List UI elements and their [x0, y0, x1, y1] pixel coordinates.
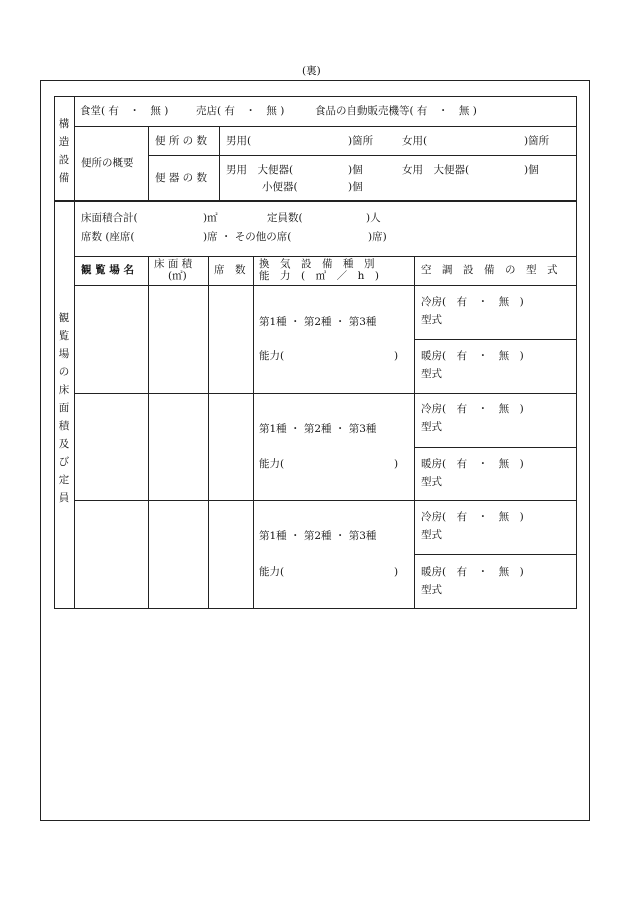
page-side-label: (裏): [302, 65, 321, 77]
col-name: 観 覧 場 名: [81, 264, 134, 276]
vent-capacity: 能力(: [259, 458, 285, 470]
fixture-female-unit: )個: [524, 164, 539, 176]
cooling-field[interactable]: 冷房( 有 ・ 無 ): [421, 511, 524, 523]
heating-field[interactable]: 暖房( 有 ・ 無 ): [421, 350, 524, 362]
vent-capacity: 能力(: [259, 350, 285, 362]
vent-capacity-end: ): [394, 458, 399, 470]
fixture-male-unit: )個: [348, 164, 363, 176]
seats-unit: )席 ・ その他の席(: [203, 231, 292, 243]
col-vent-bottom: 能 力 ( ㎥ ／ h ): [259, 270, 379, 282]
seats-end: )席): [368, 231, 387, 243]
toilet-count-male-unit: )箇所: [348, 135, 374, 147]
capacity-unit: )人: [366, 212, 381, 224]
toilet-count-female-unit: )箇所: [524, 135, 550, 147]
cooling-field[interactable]: 冷房( 有 ・ 無 ): [421, 403, 524, 415]
vent-types[interactable]: 第1種 ・ 第2種 ・ 第3種: [259, 423, 377, 435]
cooling-model: 型式: [421, 421, 442, 433]
capacity-label: 定員数(: [267, 212, 303, 224]
heating-field[interactable]: 暖房( 有 ・ 無 ): [421, 458, 524, 470]
cooling-field[interactable]: 冷房( 有 ・ 無 ): [421, 296, 524, 308]
fixture-male-urinal: 小便器(: [262, 181, 298, 193]
fixture-male-urinal-unit: )個: [348, 181, 363, 193]
fixture-count-label: 便 器 の 数: [155, 172, 208, 184]
toilet-count-label: 便 所 の 数: [155, 135, 208, 147]
col-seat-count: 席 数: [214, 264, 246, 276]
vent-capacity-end: ): [394, 566, 399, 578]
floor-total: 床面積合計(: [81, 212, 138, 224]
vent-types[interactable]: 第1種 ・ 第2種 ・ 第3種: [259, 316, 377, 328]
col-area-top: 床 面 積: [154, 258, 193, 270]
col-ac: 空 調 設 備 の 型 式: [421, 264, 558, 276]
shop-field[interactable]: 売店( 有 ・ 無 ): [196, 105, 285, 117]
col-area-bottom: (㎡): [168, 270, 187, 282]
toilet-count-female: 女用(: [402, 135, 428, 147]
vent-capacity: 能力(: [259, 566, 285, 578]
floor-unit: )㎡: [203, 212, 218, 224]
canteen-field[interactable]: 食堂( 有 ・ 無 ): [80, 105, 169, 117]
vending-field[interactable]: 食品の自動販売機等( 有 ・ 無 ): [315, 105, 477, 117]
heating-model: 型式: [421, 584, 442, 596]
fixture-female: 女用 大便器(: [402, 164, 470, 176]
cooling-model: 型式: [421, 314, 442, 326]
vent-types[interactable]: 第1種 ・ 第2種 ・ 第3種: [259, 530, 377, 542]
vent-capacity-end: ): [394, 350, 399, 362]
col-vent-top: 換 気 設 備 種 別: [259, 258, 375, 270]
heating-field[interactable]: 暖房( 有 ・ 無 ): [421, 566, 524, 578]
fixture-male: 男用 大便器(: [226, 164, 294, 176]
toilet-overview-label: 便所の概要: [81, 157, 134, 169]
heating-model: 型式: [421, 368, 442, 380]
heating-model: 型式: [421, 476, 442, 488]
toilet-count-male: 男用(: [226, 135, 252, 147]
cooling-model: 型式: [421, 529, 442, 541]
seats-label: 席数 (座席(: [81, 231, 135, 243]
